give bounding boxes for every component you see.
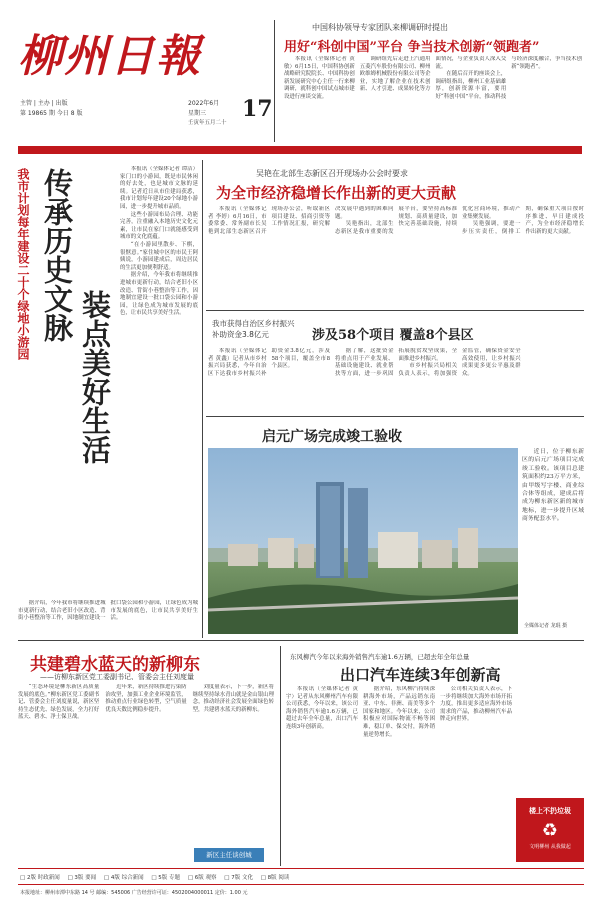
export-story-kicker: 东风柳汽今年以来海外销售汽车逾1.6万辆，已超去年全年总量 <box>290 653 470 661</box>
footer-item[interactable]: □ 8版 阅读 <box>260 875 290 881</box>
left-feature-kicker: 我市计划每年建设二十个绿地小游园 <box>16 168 30 360</box>
export-story-headline: 出口汽车连续3年创新高 <box>340 666 501 684</box>
footer-address: 本报地址：柳州市潭中东路 14 号 邮编：545006 广告经营许可证：4502004000011 定价：1.00 元 <box>20 890 248 896</box>
top-story-headline: 用好“科创中国”平台 争当技术创新“领跑者” <box>284 40 540 55</box>
fund-story-kicker: 我市获得自治区乡村振兴补助资金3.8亿元 <box>212 319 295 339</box>
footer-item[interactable]: □ 3版 要闻 <box>67 875 97 881</box>
footer-section-index <box>20 873 584 881</box>
footer-item[interactable]: □ 7版 文化 <box>224 875 253 881</box>
bottom-left-body: “生态环境是柳东新区高质量发展的底色。”柳东新区党工委副书记、管委会主任刘度量说，新区坚持生态优先、绿色发展，全力打好蓝天、碧水、净土保卫战。 近年来，新区持续推进污染防治攻坚，加强工业企业环境监管，推动重点行业绿色转型，空气质量优良天数比例稳步提升。 刘度量表示，下一步，新区将继续坚持绿水青山就是金山银山理念，推动经济社会发展全面绿色转型，共建碧水蓝天的新柳东。 <box>18 684 274 721</box>
issue-number: 第 19865 期 今日 8 版 <box>20 110 83 117</box>
bottom-left-subtitle: ——访柳东新区党工委副书记、管委会主任刘度量 <box>40 673 194 681</box>
day-number: 17 <box>242 96 273 122</box>
masthead-strip <box>18 146 582 163</box>
top-story-body: 本报讯（全媒体记者 黄敏）6月15日，中国科协创新战略研究院院长、中国科协创新发展研究中心主任一行来柳调研，就科创中国试点城市建设进行座谈交流。 调研组先后走进上汽通用五菱汽车股份有限公司、柳州欧维姆机械股份有限公司等企业，实地了解企业在技术创新、人才引进、成果转化等方面情况，与企业负责人深入交流。 在随后召开的座谈会上，调研组指出，柳州工业基础雄厚，创新资源丰富，要用好“科创中国”平台，推动科技与经济深度融合，争当技术创新“领跑者”。 <box>284 56 582 100</box>
bottom-left-headline: 共建碧水蓝天的新柳东 <box>30 655 200 675</box>
left-feature-headline-1: 传承历史文脉 <box>40 168 74 342</box>
date-line: 2022年6月 <box>188 100 220 107</box>
masthead-logo: 柳州日報 <box>18 31 202 82</box>
mid-story-body: 本报讯（全媒体记者 李婷）6月16日，市委常委、常务副市长吴艳到北部生态新区召开现场办公会，听取新区项目建设、招商引资等工作情况汇报，研究解决发展中遇到的困难问题。 吴艳指出，北部生态新区是我市重要的发展平台，要坚持高标准规划、高质量建设，加快完善基础设施，持续优化营商环境，推动产业集聚发展。 吴艳强调，要进一步压实责任，倒排工期，确保重大项目按时序推进、早日建成投产，为全市经济稳增长作出新的更大贡献。 <box>208 206 584 235</box>
weekday: 星期三 <box>188 110 207 117</box>
export-story-body: 本报讯（全媒体记者 黄宇）记者从东风柳州汽车有限公司获悉，今年以来，该公司海外销售汽车逾1.6万辆，已超过去年全年总量，出口汽车连续3年创新高。 据介绍，东风柳汽持续深耕海外市场，产品远销东南亚、中东、非洲、南美等多个国家和地区。今年以来，公司积极应对国际物流不畅等困难，稳订单、保交付，海外销量逆势增长。 公司相关负责人表示，下一步将继续加大海外市场开拓力度，推出更多适应海外市场需求的产品，推动柳州汽车品牌走向世界。 <box>286 686 512 738</box>
mid-story-headline: 为全市经济稳增长作出新的更大贡献 <box>216 184 457 202</box>
left-feature-headline-2: 装点美好生活 <box>78 290 112 464</box>
ad-label: 楼上不扔垃圾 <box>529 807 571 815</box>
ad-sub: 文明柳州 从我做起 <box>529 844 571 850</box>
ad-icon: ♻ <box>541 820 559 841</box>
masthead-sponsor: 主管 | 主办 | 出版 <box>20 100 68 107</box>
ad-box <box>516 798 584 862</box>
lunar-date: 壬寅年五月二十 <box>188 120 227 126</box>
plaza-credit: 全媒体记者 龙琨 摄 <box>524 623 568 629</box>
plaza-headline: 启元广场完成竣工验收 <box>262 429 402 445</box>
footer-item[interactable]: □ 2版 时政新闻 <box>20 875 60 881</box>
plaza-photo <box>208 448 518 634</box>
top-story-kicker: 中国科协领导专家团队来柳调研时提出 <box>312 23 448 32</box>
mid-story-kicker: 吴艳在北部生态新区召开现场办公会时要求 <box>256 169 408 178</box>
left-feature-body-bottom: 据介绍，今年我市将继续推进城市更新行动，结合老旧小区改造、背街小巷整治等工作，因地制宜建设一批口袋公园和小游园，让绿色成为城市发展的底色，让市民共享美好生活。 <box>18 600 198 622</box>
footer-item[interactable]: □ 4版 综合新闻 <box>103 875 144 881</box>
plaza-caption: 近日，位于柳东新区的启元广场项目完成竣工验收。该项目总建筑面积约23万平方米，由甲级写字楼、商业综合体等组成，建成后将成为柳东新区新的城市地标，进一步提升区域商务配套水平。 <box>522 449 584 523</box>
footer-item[interactable]: □ 5版 专题 <box>151 875 181 881</box>
fund-story-headline: 涉及58个项目 覆盖8个县区 <box>312 328 474 343</box>
bottom-left-box: 新区主任谈创城 <box>194 848 264 862</box>
fund-story-body: 本报讯（全媒体记者 黄鑫）记者从市乡村振兴局获悉，今年自治区下达我市乡村振兴补助资金3.8亿元，涉及58个项目，覆盖全市8个县区。 据了解，这批资金将重点用于产业发展、基础设施建设、就业帮扶等方面，进一步巩固拓展脱贫攻坚成果，全面推进乡村振兴。 市乡村振兴局相关负责人表示，将加强资金监管，确保资金安全高效使用，让乡村振兴成果更多更公平惠及群众。 <box>208 348 521 377</box>
strip-left: 中共柳州市委主管主办 <box>22 157 73 163</box>
footer-item[interactable]: □ 6版 观察 <box>187 875 217 881</box>
left-feature-body-top: 本报讯（全媒体记者 谭洁）家门口的小游园，既是市民休闲的好去处，也是城市文脉的延续。记者近日从市住建局获悉，我市计划每年建设20个绿地小游园，进一步提升城市品质。 这些小游园布局合理、功能完善，注重融入本地历史文化元素，让市民在家门口就能感受到城市的文化底蕴。 “在小游园里散步、下棋，很惬意。”家住城中区的市民王阿姨说，小游园建成后，周边居民的生活更加便利舒适。 据介绍，今年我市将继续推进城市更新行动，结合老旧小区改造、背街小巷整治等工作，因地制宜建设一批口袋公园和小游园，让绿色成为城市发展的底色，让市民共享美好生活。 <box>120 166 198 317</box>
plaza-photo-image <box>208 448 518 634</box>
strip-mid: 国内统一连续出版物号 CN45-0003 <box>85 157 165 163</box>
